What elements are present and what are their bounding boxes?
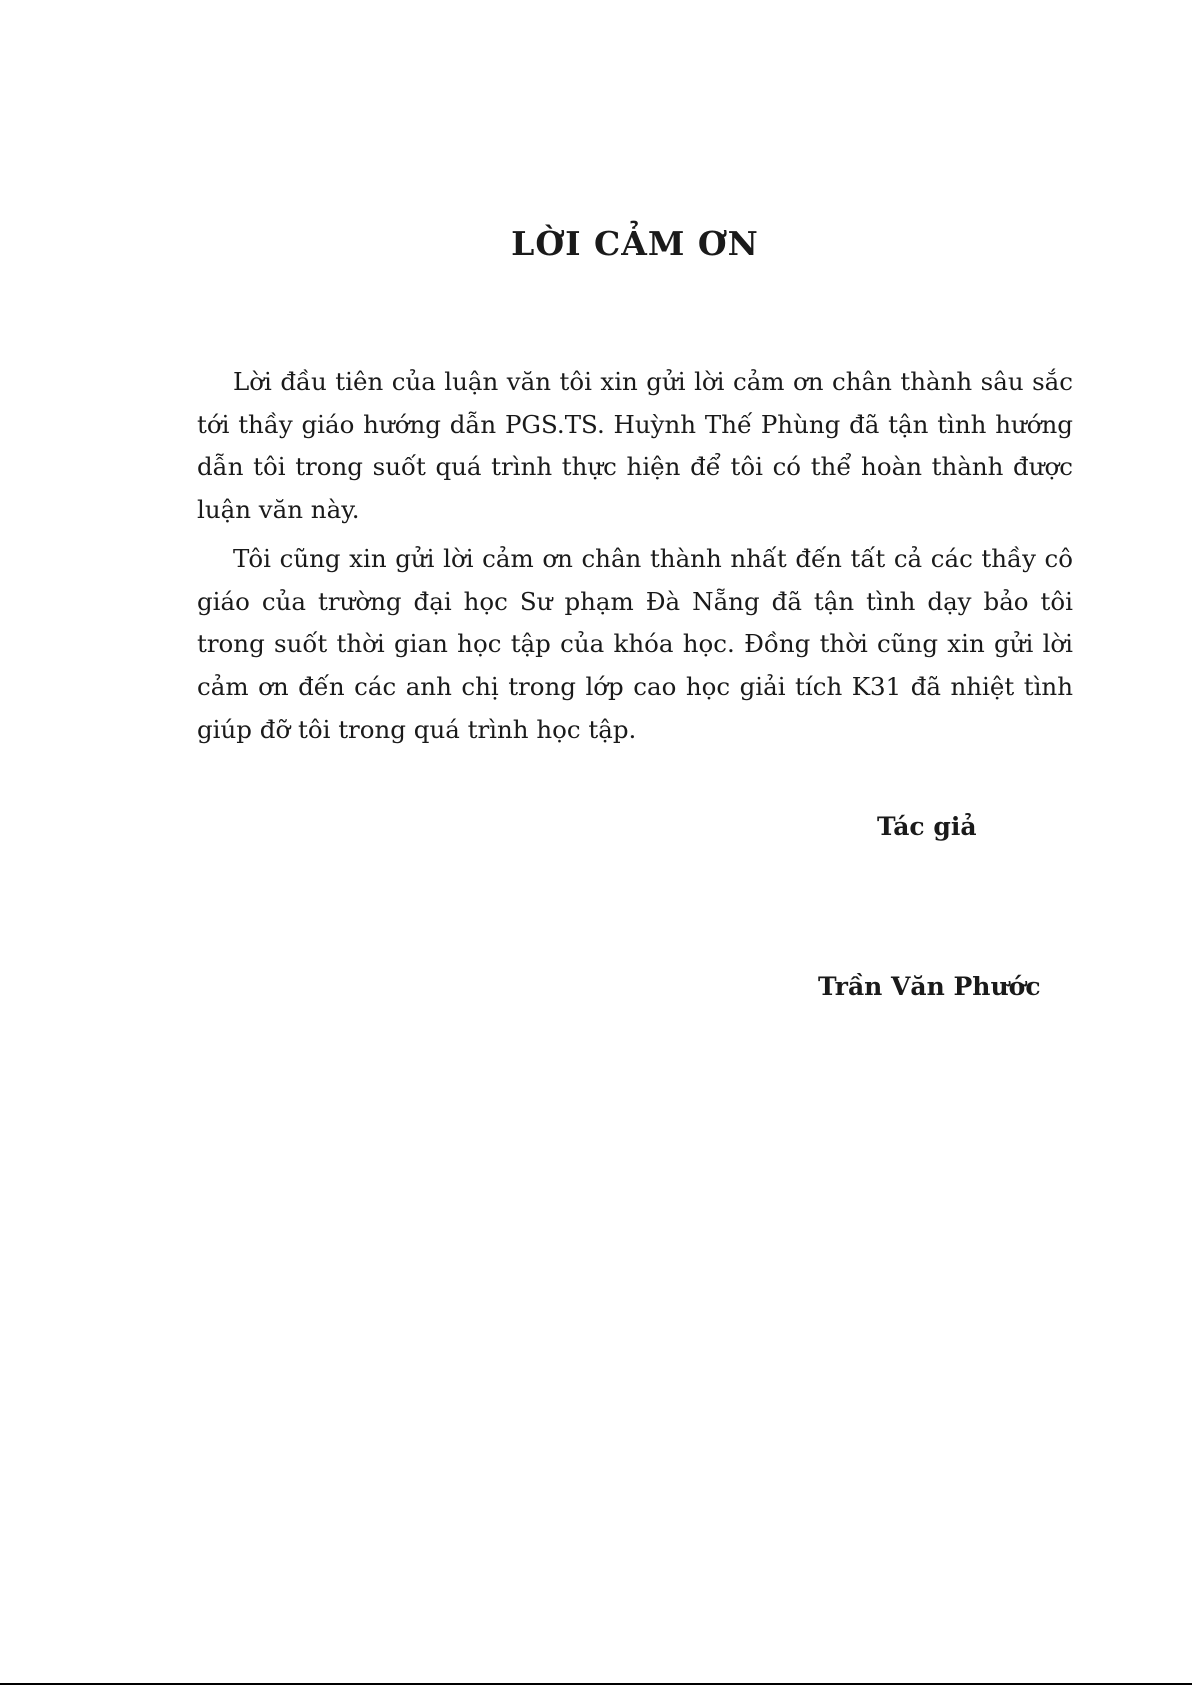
paragraph-2: Tôi cũng xin gửi lời cảm ơn chân thành nhất đến tất cả các thầy cô giáo của trường đại học Sư phạm Đà Nẵng đã tận tình dạy bảo tôi trong suốt thời gian học tập của khóa học. Đồng thời cũng xin gửi lời cảm ơn đến các anh chị trong lớp cao học giải tích K31 đã nhiệt tình giúp đỡ tôi trong quá trình học tập. <box>197 543 1073 744</box>
page-title: LỜI CẢM ƠN <box>511 224 759 263</box>
signature-label: Tác giả <box>877 812 977 841</box>
acknowledgement-body <box>197 361 1073 751</box>
signature-name: Trần Văn Phước <box>818 972 1041 1001</box>
paragraph-1: Lời đầu tiên của luận văn tôi xin gửi lời cảm ơn chân thành sâu sắc tới thầy giáo hướng dẫn PGS.TS. Huỳnh Thế Phùng đã tận tình hướng dẫn tôi trong suốt quá trình thực hiện để tôi có thể hoàn thành được luận văn này. <box>197 367 1073 525</box>
